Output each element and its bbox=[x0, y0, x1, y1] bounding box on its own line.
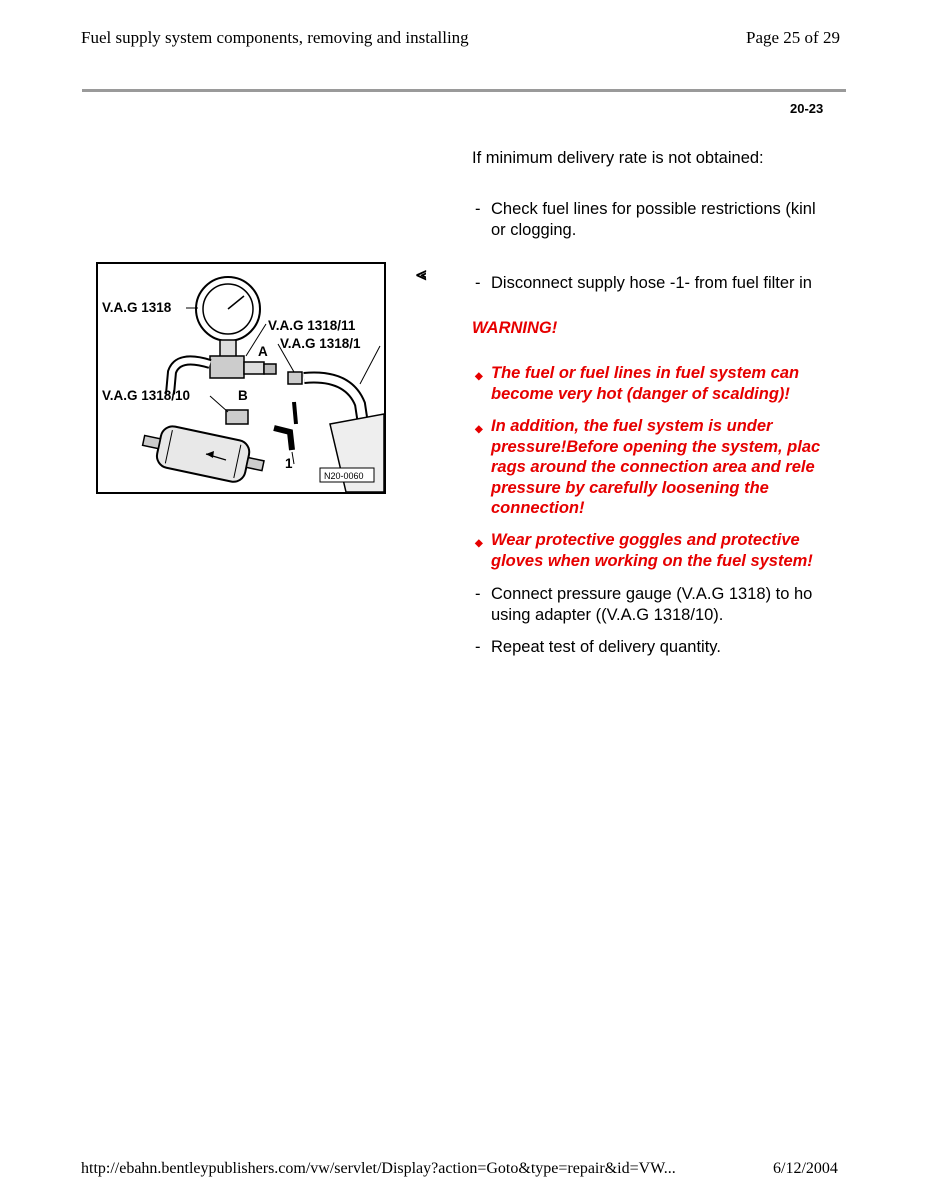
label-hose-1: 1 bbox=[285, 456, 293, 471]
diamond-bullet-icon: ◆ bbox=[475, 424, 483, 435]
warning-title: WARNING! bbox=[472, 319, 558, 337]
diamond-bullet-icon: ◆ bbox=[475, 538, 483, 549]
label-b: B bbox=[238, 388, 248, 403]
page-number: Page 25 of 29 bbox=[746, 28, 840, 47]
label-vag-1318-11: V.A.G 1318/11 bbox=[268, 318, 356, 333]
section-number: 20-23 bbox=[790, 101, 824, 116]
label-a: A bbox=[258, 344, 268, 359]
step-text: Connect pressure gauge (V.A.G 1318) to ho using adapter ((V.A.G 1318/10). bbox=[491, 585, 813, 624]
step-text: Disconnect supply hose -1- from fuel filter in bbox=[491, 274, 812, 292]
diamond-bullet-icon: ◆ bbox=[475, 371, 483, 382]
footer-url: http://ebahn.bentleypublishers.com/vw/servlet/Display?action=Goto&type=repair&id=VW... bbox=[81, 1160, 676, 1177]
figure-reference: N20-0060 bbox=[324, 471, 364, 481]
fuel-pressure-diagram bbox=[96, 262, 386, 494]
intro-text: If minimum delivery rate is not obtained: bbox=[472, 149, 764, 167]
footer-date: 6/12/2004 bbox=[773, 1160, 838, 1177]
dash-bullet: - bbox=[475, 638, 481, 656]
warning-text: Wear protective goggles and protective gloves when working on the fuel system! bbox=[491, 531, 813, 570]
label-vag-1318-10: V.A.G 1318/10 bbox=[102, 388, 191, 403]
header-rule bbox=[82, 89, 846, 92]
warning-text: The fuel or fuel lines in fuel system can become very hot (danger of scalding)! bbox=[491, 364, 800, 403]
step-text: Check fuel lines for possible restrictions (kinl or clogging. bbox=[491, 200, 816, 239]
warning-text: In addition, the fuel system is under pressure!Before opening the system, plac rags around the connection area and rele pressure by carefully loosening the connection! bbox=[491, 417, 821, 517]
step-text: Repeat test of delivery quantity. bbox=[491, 638, 721, 656]
label-vag-1318-1: V.A.G 1318/1 bbox=[280, 336, 361, 351]
label-vag-1318: V.A.G 1318 bbox=[102, 300, 172, 315]
dash-bullet: - bbox=[475, 274, 481, 292]
arrow-pointer-icon: ⪡ bbox=[416, 264, 427, 284]
diagram-illustration bbox=[98, 264, 384, 492]
dash-bullet: - bbox=[475, 200, 481, 218]
procedure-text bbox=[472, 148, 846, 668]
dash-bullet: - bbox=[475, 585, 481, 603]
document-title: Fuel supply system components, removing and installing bbox=[81, 28, 469, 47]
